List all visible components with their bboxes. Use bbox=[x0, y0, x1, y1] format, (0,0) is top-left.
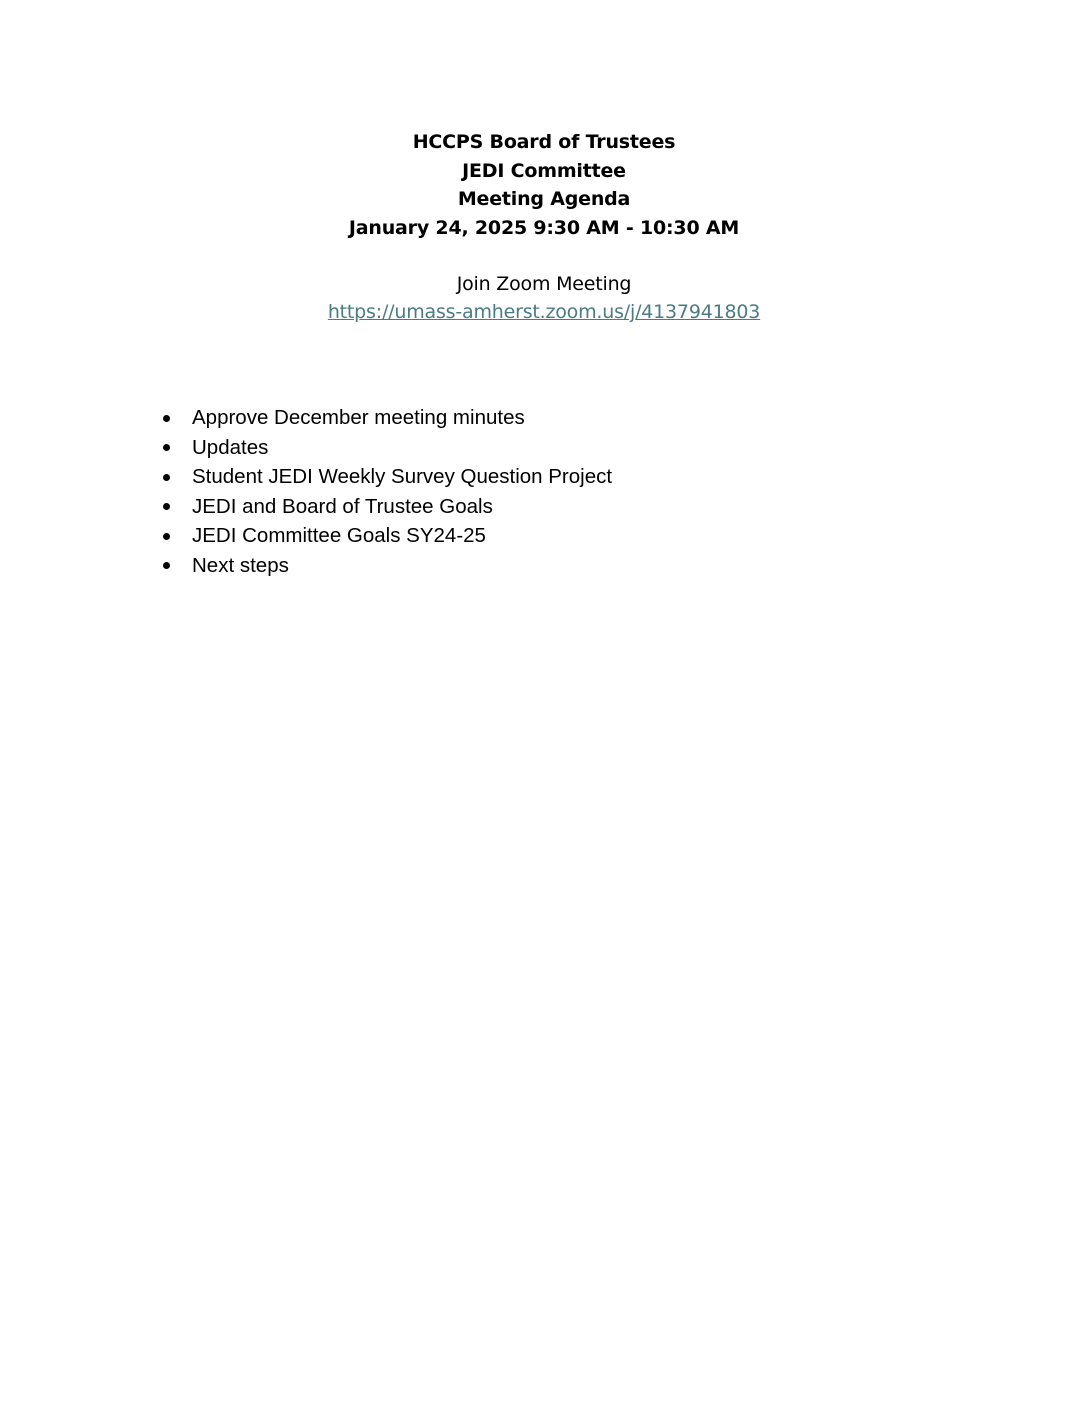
agenda-item-text: JEDI Committee Goals SY24-25 bbox=[192, 524, 486, 548]
bullet-icon bbox=[163, 415, 170, 422]
zoom-meeting-link[interactable]: https://umass-amherst.zoom.us/j/4137941803 bbox=[327, 301, 761, 323]
zoom-meeting-info bbox=[0, 270, 1088, 326]
meeting-datetime: January 24, 2025 9:30 AM - 10:30 AM bbox=[348, 216, 740, 239]
bullet-icon bbox=[163, 444, 170, 451]
agenda-item-text: Approve December meeting minutes bbox=[192, 406, 525, 429]
bullet-icon bbox=[163, 533, 170, 540]
organization-title: HCCPS Board of Trustees bbox=[412, 131, 676, 153]
agenda-item-text: Student JEDI Weekly Survey Question Project bbox=[192, 465, 613, 489]
zoom-label: Join Zoom Meeting bbox=[456, 273, 632, 295]
agenda-header bbox=[0, 128, 1088, 242]
agenda-item-text: Next steps bbox=[192, 553, 289, 577]
document-title: Meeting Agenda bbox=[457, 188, 631, 210]
bullet-icon bbox=[163, 562, 170, 569]
bullet-icon bbox=[163, 474, 170, 481]
committee-title: JEDI Committee bbox=[462, 159, 626, 182]
bullet-icon bbox=[163, 503, 170, 510]
agenda-item-text: JEDI and Board of Trustee Goals bbox=[192, 494, 493, 518]
agenda-item-text: Updates bbox=[192, 435, 269, 459]
